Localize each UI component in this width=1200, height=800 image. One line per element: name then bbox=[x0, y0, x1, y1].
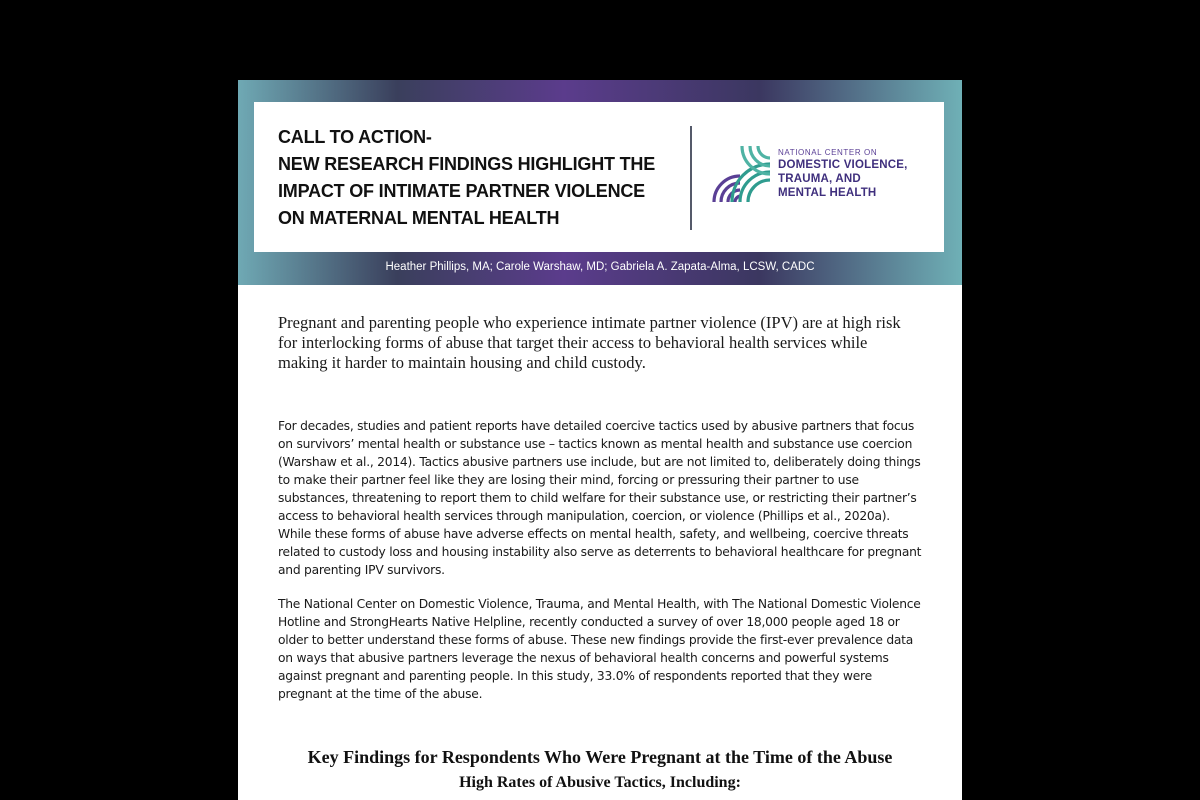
logo-line: DOMESTIC VIOLENCE, bbox=[778, 159, 908, 171]
intro-paragraph: Pregnant and parenting people who experience intimate partner violence (IPV) are at high risk for interlocking forms of abuse that target their access to behavioral health services while making it harder to maintain housing and child custody. bbox=[278, 313, 901, 372]
authors-line: Heather Phillips, MA; Carole Warshaw, MD; Gabriela A. Zapata-Alma, LCSW, CADC bbox=[385, 261, 815, 273]
body-paragraph: The National Center on Domestic Violence, Trauma, and Mental Health, with The National Domestic Violence Hotline and StrongHearts Native Helpline, recently conducted a survey of over 18,000 people aged 18 or older to better understand these forms of abuse. These new findings provide the first-ever prevalence data on ways that abusive partners leverage the nexus of behavioral health concerns and powerful systems against pregnant and parenting people. In this study, 33.0% of respondents reported that they were pregnant at the time of the abuse. bbox=[278, 597, 921, 701]
section-subheading: High Rates of Abusive Tactics, Including: bbox=[459, 774, 741, 791]
logo-line: TRAUMA, AND bbox=[778, 173, 861, 185]
title-line: IMPACT OF INTIMATE PARTNER VIOLENCE bbox=[278, 181, 645, 201]
title-divider bbox=[690, 126, 692, 230]
title-line: ON MATERNAL MENTAL HEALTH bbox=[278, 208, 560, 228]
title-box bbox=[254, 102, 944, 252]
section-heading: Key Findings for Respondents Who Were Pregnant at the Time of the Abuse bbox=[307, 747, 893, 767]
document-page bbox=[238, 80, 962, 800]
title-line: NEW RESEARCH FINDINGS HIGHLIGHT THE bbox=[278, 154, 656, 174]
organization-logo bbox=[712, 142, 942, 212]
title-line: CALL TO ACTION- bbox=[278, 127, 432, 147]
document-title bbox=[278, 124, 678, 232]
logo-small-line: NATIONAL CENTER ON bbox=[778, 148, 878, 157]
body-paragraph: For decades, studies and patient reports have detailed coercive tactics used by abusive partners that focus on survivors’ mental health or substance use – tactics known as mental health and substance use coercion (Warshaw et al., 2014). Tactics abusive partners use include, but are not limited to, deliberately doing things to make their partner feel like they are losing their mind, forcing or pressuring their partner to use substances, threatening to report them to child welfare for their substance use, or restricting their partner’s access to behavioral health services through manipulation, coercion, or violence (Phillips et al., 2020a). While these forms of abuse have adverse effects on mental health, safety, and wellbeing, coercive threats related to custody loss and housing instability also serve as deterrents to behavioral healthcare for pregnant and parenting IPV survivors. bbox=[278, 419, 922, 577]
logo-arcs-icon bbox=[712, 144, 774, 206]
logo-line: MENTAL HEALTH bbox=[778, 187, 877, 199]
header-banner bbox=[238, 80, 962, 285]
logo-text bbox=[778, 148, 907, 200]
